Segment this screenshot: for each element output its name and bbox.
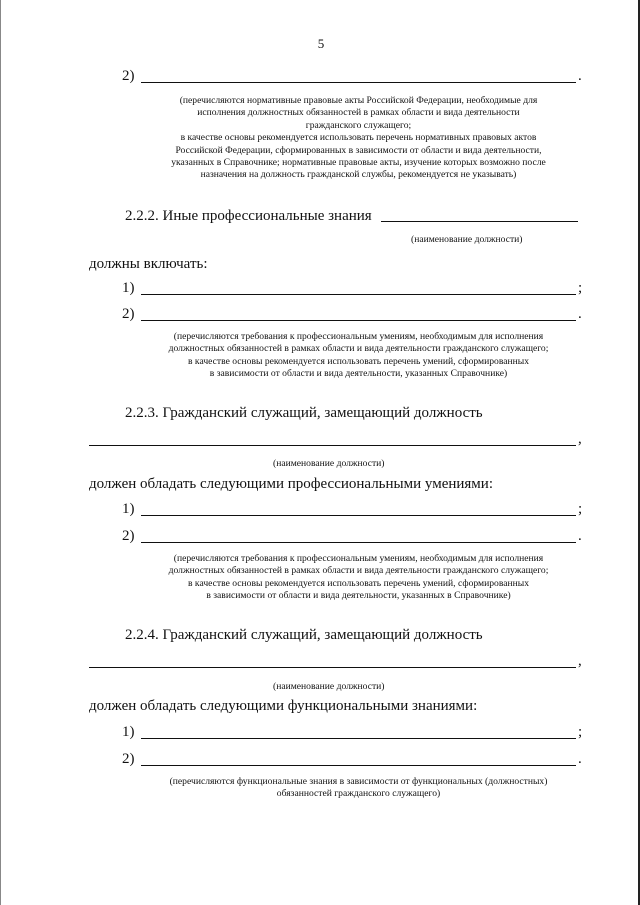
position-caption: (наименование должности) xyxy=(273,458,385,469)
fill-line xyxy=(141,320,576,321)
note-skills: (перечисляются требования к профессиональным умениям, необходимым для исполнения должностных обязанностей в рамках области и вида деятельности гражданского служащего; в качестве основы рекомендуется использовать перечень умений, сформированных в зависимости от области и вида деятельности, указанных Справочнике) xyxy=(168,331,549,380)
note-skills: (перечисляются требования к профессиональным умениям, необходимым для исполнения должностных обязанностей в рамках области и вида деятельности гражданского служащего; в качестве основы рекомендуется использовать перечень умений, сформированных в зависимости от области и вида деятельности, указанных в Справочнике) xyxy=(168,553,549,602)
position-caption: (наименование должности) xyxy=(411,234,523,245)
item-2-label: 2) xyxy=(122,751,135,767)
heading-2-2-2: 2.2.2. Иные профессиональные знания xyxy=(125,208,372,224)
item-2-label: 2) xyxy=(122,306,135,322)
fill-line xyxy=(89,445,576,446)
item-1-end: ; xyxy=(578,280,583,296)
line-end: , xyxy=(578,653,582,669)
note-functional-knowledge: (перечисляются функциональные знания в зависимости от функциональных (должностных) обязанностей гражданского служащего) xyxy=(169,776,548,800)
must-have-knowledge: должен обладать следующими функциональными знаниями: xyxy=(89,698,478,714)
item-1-label: 1) xyxy=(122,501,135,517)
page-number: 5 xyxy=(317,36,325,51)
line-end: , xyxy=(578,431,582,447)
item-1-end: ; xyxy=(578,724,583,740)
heading-2-2-4: 2.2.4. Гражданский служащий, замещающий должность xyxy=(125,627,483,643)
must-include: должны включать: xyxy=(89,256,208,272)
item-1-end: ; xyxy=(578,501,583,517)
fill-line xyxy=(141,542,576,543)
fill-line xyxy=(141,765,576,766)
item-2-end: . xyxy=(578,306,582,322)
item-2-end: . xyxy=(578,528,582,544)
heading-2-2-3: 2.2.3. Гражданский служащий, замещающий должность xyxy=(125,405,483,421)
item-2-end: . xyxy=(578,68,582,84)
item-1-label: 1) xyxy=(122,280,135,296)
fill-line xyxy=(141,294,576,295)
fill-line xyxy=(141,515,576,516)
fill-line xyxy=(141,738,576,739)
item-2-end: . xyxy=(578,751,582,767)
item-1-label: 1) xyxy=(122,724,135,740)
note-legal-acts: (перечисляются нормативные правовые акты Российской Федерации, необходимые для исполнения должностных обязанностей в рамках области и вида деятельности гражданского служащего; в качестве основы рекомендуется использовать перечень нормативных правовых актов Российской Федерации, сформированных в зависимости от области и вида деятельности, указанных в Справочнике; нормативные правовые акты, изучение которых возможно после назначения на должность гражданской службы, рекомендуется не указывать) xyxy=(171,95,546,181)
fill-line xyxy=(141,82,576,83)
item-2-label: 2) xyxy=(122,68,135,84)
item-2-label: 2) xyxy=(122,528,135,544)
fill-line xyxy=(89,667,576,668)
must-have-skills: должен обладать следующими профессиональными умениями: xyxy=(89,476,493,492)
position-caption: (наименование должности) xyxy=(273,681,385,692)
fill-line xyxy=(381,221,578,222)
